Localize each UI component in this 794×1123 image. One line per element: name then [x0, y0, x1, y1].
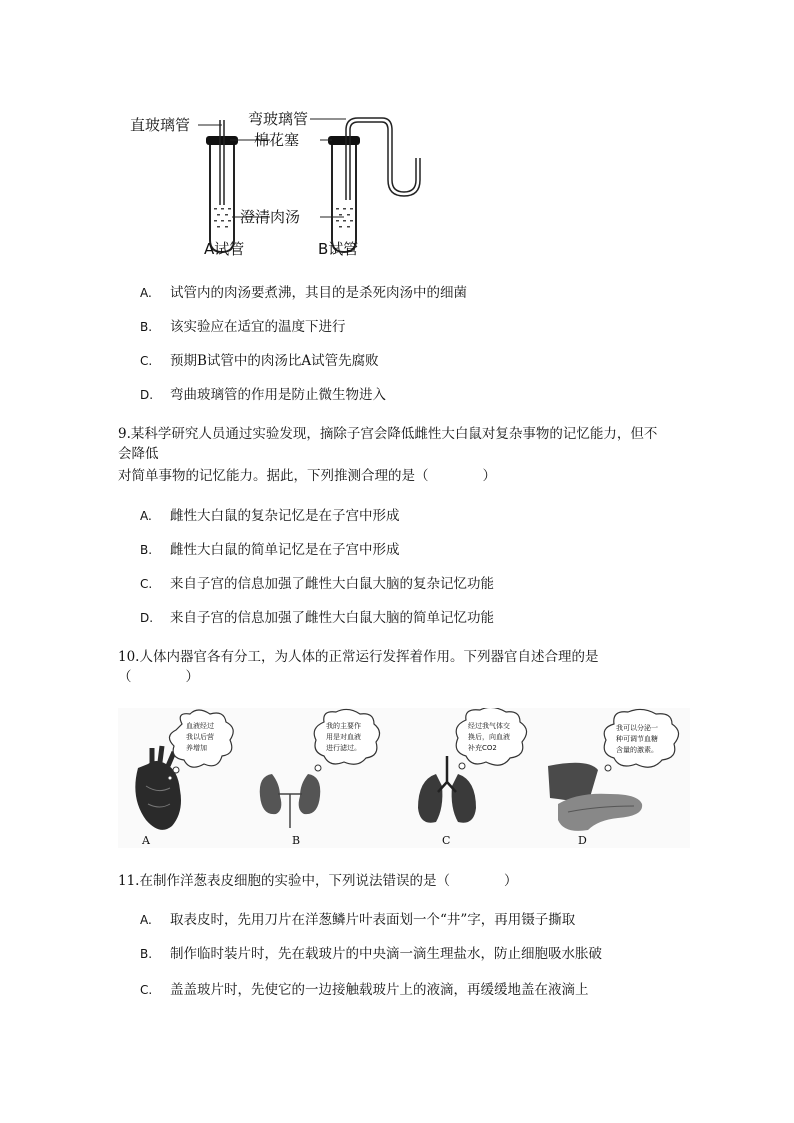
q8-option-d: D. 弯曲玻璃管的作用是防止微生物进入	[140, 387, 386, 403]
label-bent-tube: 弯玻璃管	[248, 110, 309, 128]
q8-option-a: A. 试管内的肉汤要煮沸，其目的是杀死肉汤中的细菌	[140, 285, 467, 301]
svg-text:A: A	[142, 834, 150, 847]
q10-stem-line1: 10.人体内器官各有分工，为人体的正常运行发挥着作用。下列器官自述合理的是	[118, 649, 599, 665]
svg-text:补充CO2: 补充CO2	[468, 744, 497, 752]
svg-text:经过我气体交: 经过我气体交	[468, 722, 510, 730]
svg-text:D: D	[578, 834, 587, 847]
tube-b	[328, 118, 420, 252]
svg-text:用是对血液: 用是对血液	[326, 733, 361, 741]
svg-text:C: C	[442, 834, 451, 847]
svg-text:种可调节血糖: 种可调节血糖	[616, 735, 658, 743]
svg-text:我的主要作: 我的主要作	[326, 722, 361, 730]
q9-stem-line2: 会降低	[118, 446, 159, 462]
svg-text:我以后营: 我以后营	[186, 733, 214, 741]
label-tube-a: A试管	[204, 240, 245, 258]
q9-stem-line1: 9.某科学研究人员通过实验发现，摘除子宫会降低雌性大白鼠对复杂事物的记忆能力，但不	[118, 426, 658, 442]
q11-option-b: B. 制作临时装片时，先在载玻片的中央滴一滴生理盐水，防止细胞吸水胀破	[140, 946, 602, 962]
q9-option-c: C. 来自子宫的信息加强了雌性大白鼠大脑的复杂记忆功能	[140, 576, 494, 592]
label-cotton-plug: 棉花塞	[254, 131, 300, 149]
q9-option-d: D. 来自子宫的信息加强了雌性大白鼠大脑的简单记忆功能	[140, 610, 494, 626]
q11-stem: 11.在制作洋葱表皮细胞的实验中，下列说法错误的是（ ）	[118, 873, 518, 889]
q9-option-a: A. 雌性大白鼠的复杂记忆是在子宫中形成	[140, 508, 400, 524]
svg-text:B: B	[292, 834, 301, 847]
svg-text:我可以分泌一: 我可以分泌一	[616, 724, 658, 732]
q11-option-c: C. 盖盖玻片时，先使它的一边接触载玻片上的液滴，再缓缓地盖在液滴上	[140, 982, 589, 998]
svg-text:养增加: 养增加	[186, 744, 207, 752]
svg-text:进行滤过。: 进行滤过。	[326, 744, 361, 752]
q8-option-b: B. 该实验应在适宜的温度下进行	[140, 319, 346, 335]
svg-text:含量的激素。: 含量的激素。	[616, 746, 658, 754]
q11-option-a: A. 取表皮时，先用刀片在洋葱鳞片叶表面划一个“井”字，再用镊子撕取	[140, 912, 576, 928]
test-tube-figure	[120, 100, 440, 265]
q9-stem-line3: 对简单事物的记忆能力。据此，下列推测合理的是（ ）	[118, 468, 496, 484]
svg-text:换后，向血液: 换后，向血液	[468, 733, 510, 741]
label-broth: 澄清肉汤	[240, 208, 301, 226]
label-straight-tube: 直玻璃管	[130, 116, 191, 134]
label-tube-b: B试管	[318, 240, 359, 258]
q9-option-b: B. 雌性大白鼠的简单记忆是在子宫中形成	[140, 542, 400, 558]
organ-figure	[118, 708, 690, 848]
svg-text:血液经过: 血液经过	[186, 722, 214, 730]
q10-stem-line2: （ ）	[118, 669, 199, 685]
q8-option-c: C. 预期B试管中的肉汤比A试管先腐败	[140, 353, 379, 369]
